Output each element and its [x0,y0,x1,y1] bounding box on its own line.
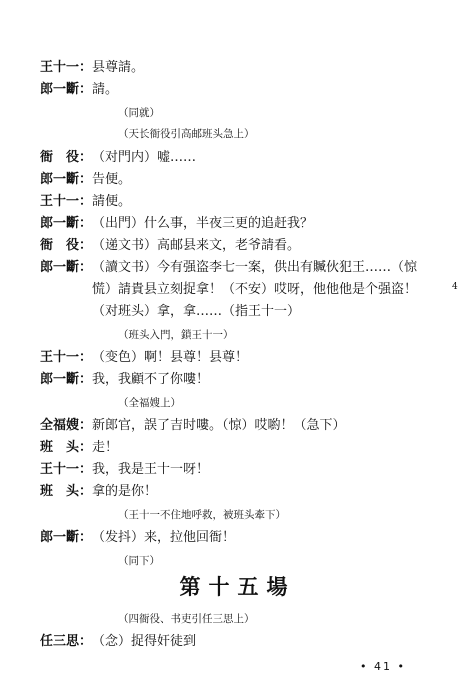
stage-direction: （王十一不住地呼救，被班头牽下） [118,509,286,521]
speaker-name: 郎一斷： [40,172,93,187]
speaker-name: 郎一斷： [40,372,93,387]
dialogue-line [40,372,209,388]
speaker-name: 郎一斷： [40,530,93,545]
margin-mark: 4 [452,282,458,292]
speaker-name: 郎一斷： [40,216,93,231]
speaker-name: 班 头： [40,484,93,499]
dialogue-line [40,350,248,366]
dialogue-text: （变色）啊！县尊！县尊！ [92,350,249,365]
stage-direction: （四衙役、书吏引任三思上） [118,613,255,625]
dialogue-text: （对門内）嘘…… [92,150,197,165]
speaker-name: 王十一： [40,462,93,477]
speaker-name: 任三思： [40,634,93,649]
speaker-name: 郎一斷： [40,260,93,275]
dialogue-continuation: （对班头）拿，拿……（指王十一） [92,304,301,319]
stage-direction: （天长衙役引高邮班头急上） [118,128,255,140]
stage-direction: （全福嫂上） [118,397,181,409]
speaker-name: 衙 役： [40,150,93,165]
dialogue-line [40,194,131,210]
scene-title: 第十五場 [179,574,296,599]
dialogue-line [40,82,118,98]
dialogue-line [40,440,118,456]
dialogue-text: 請。 [92,82,119,97]
dialogue-text: 請便。 [92,194,132,209]
dialogue-text: 我，我是王十一呀！ [92,462,210,477]
speaker-name: 郎一斷： [40,82,93,97]
stage-direction: （班头入門，鎖王十一） [118,329,234,341]
dialogue-text: （出門）什么事，半夜三更的追赶我？ [92,216,314,231]
speaker-name: 王十一： [40,350,93,365]
dialogue-line [40,238,300,254]
dialogue-text: 我，我顧不了你嘍！ [92,372,210,387]
dialogue-line [40,150,196,166]
speaker-name: 全福嫂： [40,418,93,433]
stage-direction: （同下） [118,555,160,567]
dialogue-text: 告便。 [92,172,132,187]
dialogue-text: （递文书）高邮县来文，老爷請看。 [92,238,301,253]
dialogue-line [40,418,346,434]
dialogue-text: 走！ [92,440,119,455]
dialogue-line [40,462,209,478]
speaker-name: 衙 役： [40,238,93,253]
dialogue-line [40,484,157,500]
dialogue-line [40,172,131,188]
page-number: • 41 • [360,660,406,673]
speaker-name: 班 头： [40,440,93,455]
dialogue-line [40,216,313,232]
speaker-name: 王十一： [40,194,93,209]
dialogue-line [40,260,417,276]
dialogue-line [40,530,235,546]
dialogue-text: 县尊請。 [92,60,145,75]
dialogue-text: 拿的是你！ [92,484,158,499]
dialogue-line [40,60,144,76]
dialogue-continuation: 慌）請貴县立刻捉拿！（不安）哎呀，他他他是个强盗！ [92,282,418,297]
dialogue-text: 新郎官，誤了吉时嘍。（惊）哎喲！（急下） [92,418,346,433]
stage-direction: （同就） [118,107,160,119]
dialogue-text: （讀文书）今有强盗李七一案，供出有贓伙犯王……（惊 [92,260,418,275]
dialogue-line [40,634,196,650]
dialogue-text: （念）捉得奸徒到 [92,634,197,649]
dialogue-text: （发抖）来，拉他回衙！ [92,530,236,545]
speaker-name: 王十一： [40,60,93,75]
